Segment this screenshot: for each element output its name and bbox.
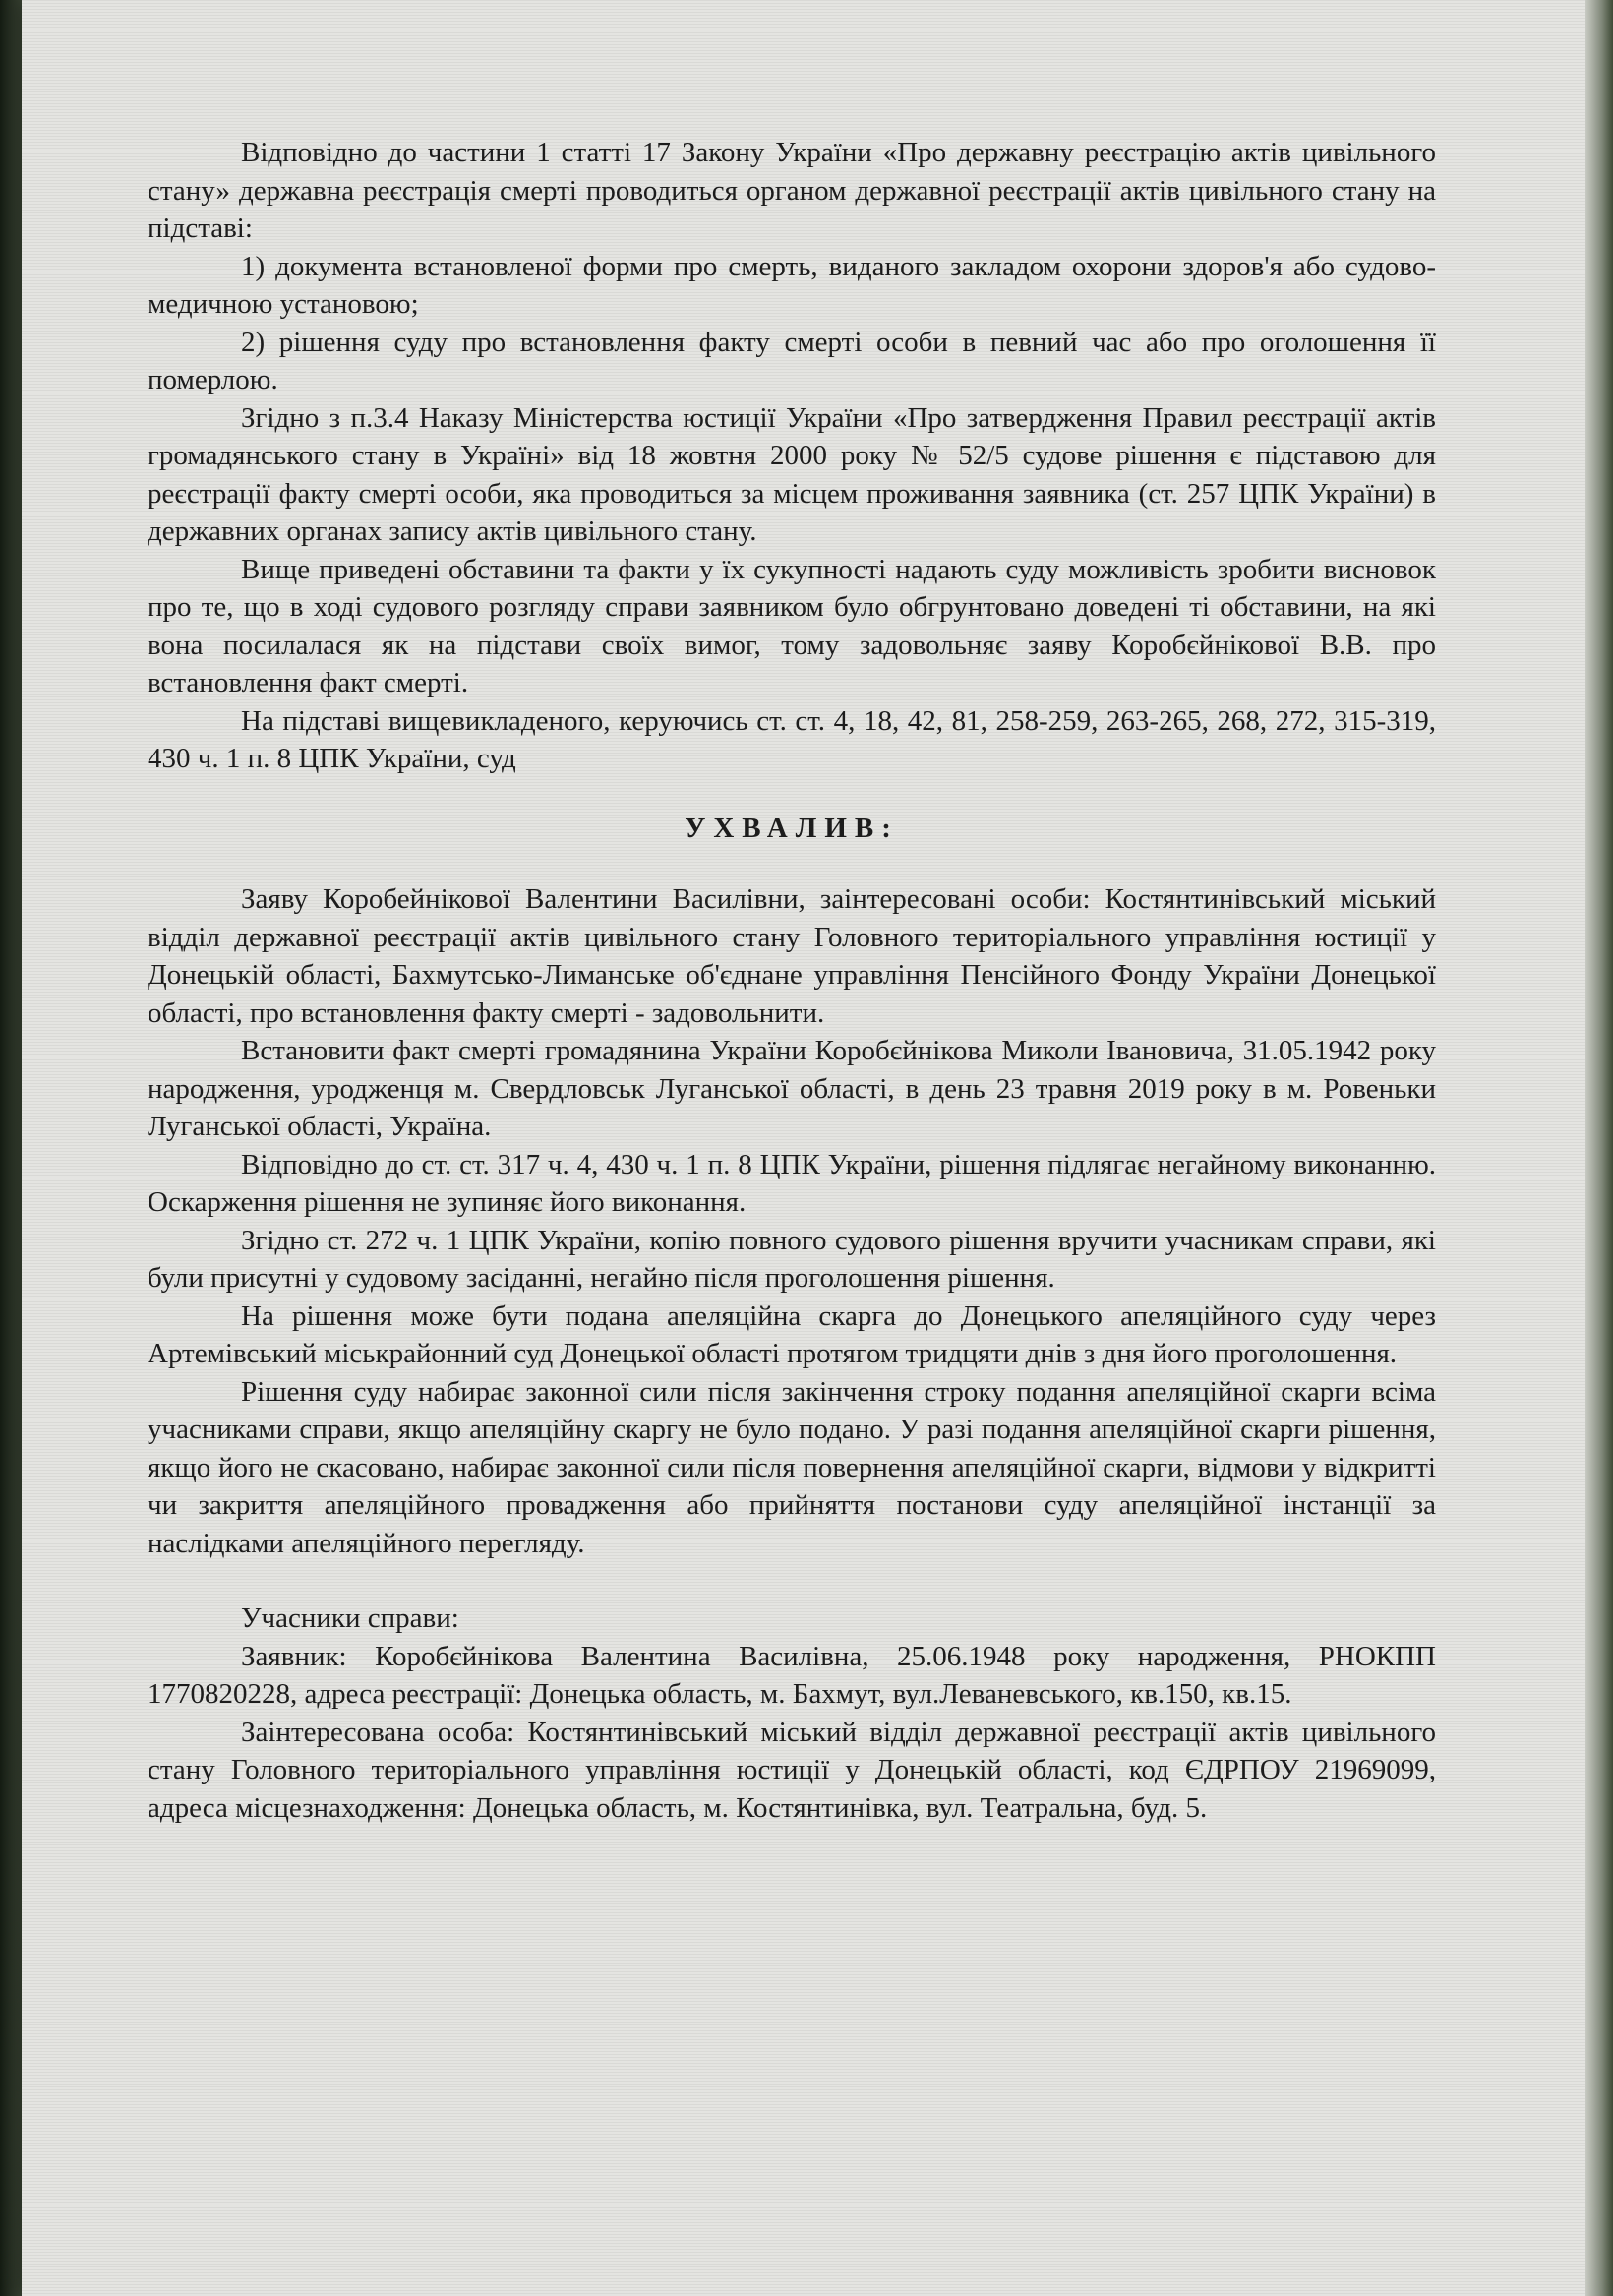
paragraph-ministry-order: Згідно з п.3.4 Наказу Міністерства юстиції України «Про затвердження Правил реєстрації актів громадянського стану в Україні» від 18 жовтня 2000 року № 52/5 судове рішення є підставою для реєстрації факту смерті особи, яка проводиться за місцем проживання заявника (ст. 257 ЦПК України) в державних органах запису актів цивільного стану. (148, 401, 1436, 547)
ruling-heading: УХВАЛИВ: (685, 812, 899, 844)
paragraph-law-reference: Відповідно до частини 1 статті 17 Закону України «Про державну реєстрацію актів цивільного стану» державна реєстрація смерті проводиться органом державної реєстрації актів цивільного стану на підставі: (148, 137, 1436, 244)
paragraph-ruling-fact-of-death: Встановити факт смерті громадянина України Коробєйнікова Миколи Івановича, 31.05.1942 року народження, уродженця м. Свердловськ Луганської області, в день 23 травня 2019 року в м. Ровеньки Луганської області, Україна. (148, 1035, 1436, 1142)
paragraph-item-1: 1) документа встановленої форми про смерть, виданого закладом охорони здоров'я або судово-медичною установою; (148, 250, 1436, 320)
paragraph-ruling-application: Заяву Коробейнікової Валентини Василівни, заінтересовані особи: Костянтинівський міський відділ державної реєстрації актів цивільного стану Головного територіального управління юстиції у Донецькій області, Бахмутсько-Лиманське об'єднане управління Пенсійного Фонду України Донецької області, про встановлення факту смерті - задовольнити. (148, 883, 1436, 1029)
scanner-edge-right (1585, 0, 1613, 2296)
paragraph-ruling-copy-delivery: Згідно ст. 272 ч. 1 ЦПК України, копію повного судового рішення вручити учасникам справи, які були присутні у судовому засіданні, негайно після проголошення рішення. (148, 1224, 1436, 1294)
section-spacer (148, 1562, 1436, 1600)
paragraph-legal-basis: На підставі вищевикладеного, керуючись ст. ст. 4, 18, 42, 81, 258-259, 263-265, 268, 272, 315-319, 430 ч. 1 п. 8 ЦПК України, суд (148, 704, 1436, 774)
paragraph-item-2: 2) рішення суду про встановлення факту смерті особи в певний час або про оголошення її померлою. (148, 326, 1436, 395)
paragraph-ruling-immediate-execution: Відповідно до ст. ст. 317 ч. 4, 430 ч. 1 п. 8 ЦПК України, рішення підлягає негайному виконанню. Оскарження рішення не зупиняє його виконання. (148, 1148, 1436, 1218)
paragraph-ruling-appeal: На рішення може бути подана апеляційна скарга до Донецького апеляційного суду через Артемівський міськрайонний суд Донецької області протягом тридцяти днів з дня його проголошення. (148, 1299, 1436, 1369)
document-body (148, 134, 1436, 1827)
participant-interested-party: Заінтересована особа: Костянтинівський міський відділ державної реєстрації актів цивільного стану Головного територіального управління юстиції у Донецькій області, код ЄДРПОУ 21969099, адреса місцезнаходження: Донецька область, м. Костянтинівка, вул. Театральна, буд. 5. (148, 1716, 1436, 1824)
scanner-edge-left (0, 0, 22, 2296)
paragraph-ruling-legal-force: Рішення суду набирає законної сили після закінчення строку подання апеляційної скарги всіма учасниками справи, якщо апеляційну скаргу не було подано. У разі подання апеляційної скарги рішення, якщо його не скасовано, набирає законної сили після повернення апеляційної скарги, відмови у відкритті чи закриття апеляційного провадження або прийняття постанови суду апеляційної інстанції за наслідками апеляційного перегляду. (148, 1375, 1436, 1559)
participants-title: Учасники справи: (241, 1602, 459, 1634)
paragraph-conclusion: Вище приведені обставини та факти у їх сукупності надають суду можливість зробити висновок про те, що в ході судового розгляду справи заявником було обгрунтовано доведені ті обставини, на які вона посилалася як на підстави своїх вимог, тому задовольняє заяву Коробєйнікової В.В. про встановлення факт смерті. (148, 553, 1436, 698)
participant-applicant: Заявник: Коробєйнікова Валентина Василівна, 25.06.1948 року народження, РНОКПП 1770820228, адреса реєстрації: Донецька область, м. Бахмут, вул.Леваневського, кв.150, кв.15. (148, 1640, 1436, 1710)
